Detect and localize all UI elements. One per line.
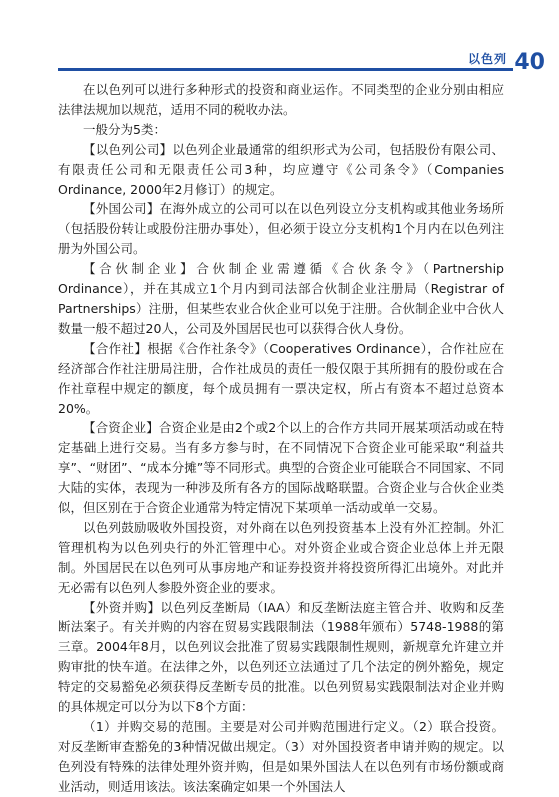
paragraph-foreign-mergers: 【外资并购】以色列反垄断局（IAA）和反垄断法庭主管合并、收购和反垄断法案子。有关并购的内容在贸易实践限制法（1988年颁布）5748-1988的第三章。2004年8月，以色列议会批准了贸易实践限制性规则，新规章允许建立并购审批的快车道。在法律之外，以色列还立法通过了几个法定的例外豁免，规定特定的交易豁免必须获得反垄断专员的批准。以色列贸易实践限制法对企业并购的具体规定可以分为以下8个方面： — [58, 599, 504, 715]
page-number: 40 — [514, 50, 545, 75]
paragraph-cooperative: 【合作社】根据《合作社条令》（Cooperatives Ordinance），合作社应在经济部合作社注册局注册，合作社成员的责任一般仅限于其所拥有的股份或在合作社章程中规定的额度，每个成员拥有一票决定权，所占有资本不超过总资本20%。 — [58, 340, 504, 416]
paragraph-categories-intro: 一般分为5类： — [83, 121, 166, 137]
body-text — [58, 80, 504, 797]
paragraph-joint-venture: 【合资企业】合资企业是由2个或2个以上的合作方共同开展某项活动或在特定基础上进行交易。当有多方参与时，在不同情况下合资企业可能采取“利益共享”、“财团”、“成本分摊”等不同形式。典型的合资企业可能联合不同国家、不同大陆的实体，表现为一种涉及所有各方的国际战略联盟。合资企业与合伙企业类似，但区别在于合资企业通常为特定情况下某项单一活动或单一交易。 — [58, 420, 504, 516]
paragraph-foreign-investment: 以色列鼓励吸收外国投资，对外商在以色列投资基本上没有外汇控制。外汇管理机构为以色列央行的外汇管理中心。对外资企业或合资企业总体上并无限制。外国居民在以色列可从事房地产和证券投资并将投资所得汇出境外。对此并无必需有以色列人参股外资企业的要求。 — [58, 519, 504, 595]
section-title: 以色列 — [467, 52, 507, 66]
paragraph-merger-rules: （1）并购交易的范围。主要是对公司并购范围进行定义。（2）联合投资。对反垄断审查豁免的3种情况做出规定。（3）对外国投资者申请并购的规定。以色列没有特殊的法律处理外资并购，但是如果外国法人在以色列有市场份额或商业活动，则适用该法。该法案确定如果一个外国法人 — [58, 719, 504, 794]
paragraph-foreign-company: 【外国公司】在海外成立的公司可以在以色列设立分支机构或其他业务场所（包括股份转让或股份注册办事处），但必须于设立分支机构1个月内在以色列注册为外国公司。 — [58, 201, 504, 257]
paragraph-partnership: 【合伙制企业】合伙制企业需遵循《合伙条令》（Partnership Ordinance），并在其成立1个月内到司法部合伙制企业注册局（Registrar of Partnerships）注册，但某些农业合伙企业可以免于注册。合伙制企业中合伙人数量一般不超过20人，公司及外国居民也可以获得合伙人身份。 — [58, 261, 504, 336]
paragraph-israeli-company: 【以色列公司】以色列企业最通常的组织形式为公司，包括股份有限公司、有限责任公司和无限责任公司3种，均应遵守《公司条令》（Companies Ordinance, 2000年2月修订）的规定。 — [58, 141, 504, 197]
header-divider — [58, 68, 513, 71]
paragraph-intro: 在以色列可以进行多种形式的投资和商业运作。不同类型的企业分别由相应法律法规加以规范，适用不同的税收办法。 — [58, 82, 504, 117]
